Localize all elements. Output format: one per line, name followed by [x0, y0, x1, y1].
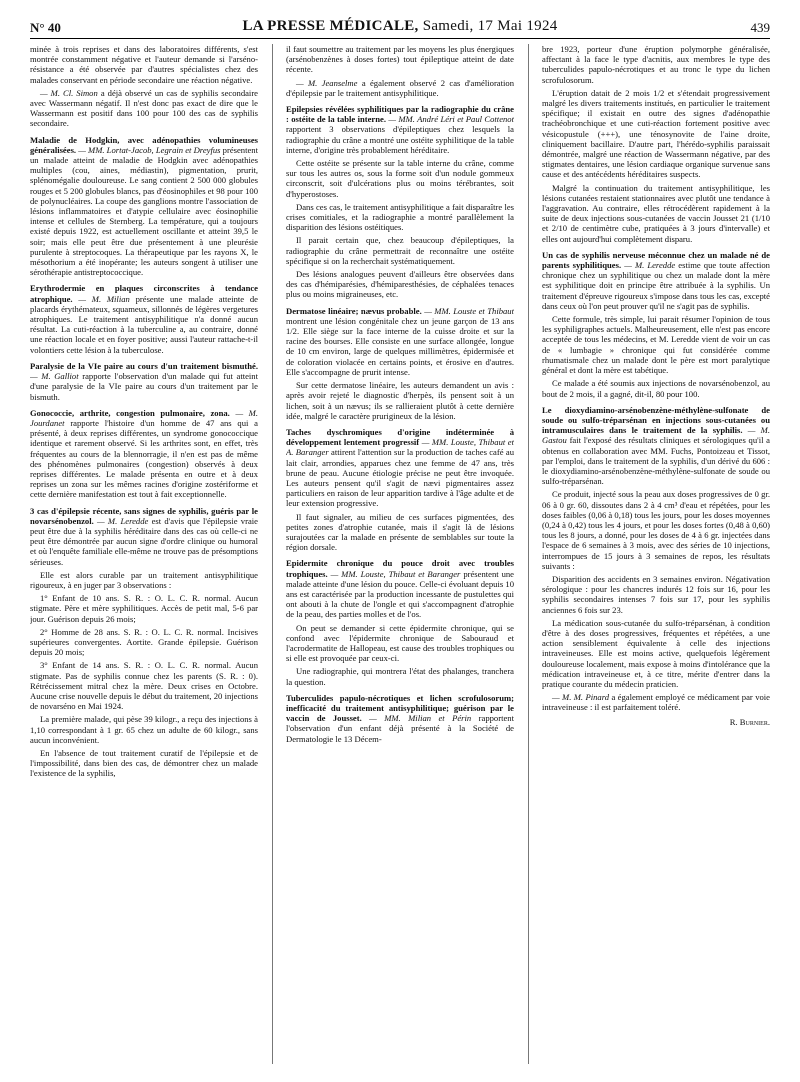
communication-title: Le dioxydiamino-arsénobenzène-méthylène-sulfonate de soude ou sulfo-tréparsénan en injections sous-cutanées ou intramusculaires dans le traitement de la syphilis. — [542, 404, 770, 436]
presenter-names: — MM. Lortat-Jacob, Legrain et Dreyfus — [78, 144, 221, 155]
paragraph-text: a déjà observé un cas de syphilis secondaire avec Wassermann négatif. Il n'est donc pas exact de dire que le Wassermann est positif dans 100 pour 100 des cas de syphilis secondaire. — [30, 87, 258, 129]
body-paragraph — [286, 269, 514, 300]
paragraph-text: 2° Homme de 28 ans. S. R. : O. L. C. R. normal. Incisives supérieures convergentes. Aortite. Grande épilepsie. Guérison depuis 20 mois; — [30, 626, 258, 658]
paragraph-text: Ce produit, injecté sous la peau aux doses progressives de 0 gr. 06 à 0 gr. 60, dissoutes dans 2 à 4 cm³ d'eau et répétées, pour les doses faibles (0,06 à 0,18) tous les jours, pour les doses moyennes (0,24 à 0,42) tous les 4 jours, et pour les doses fortes (0,48 à 0,60) tous les 8 jours, a donné, pour les doses de 4 à 6 gr. injectées dans l'espace de 6 semaines à 3 mois, avec des séries de 10 injections, interrompues de 15 jours à 3 semaines de repos, les résultats suivants : — [542, 489, 770, 571]
body-paragraph — [30, 660, 258, 711]
body-paragraph — [542, 489, 770, 571]
paragraph-text: minée à trois reprises et dans des laboratoires différents, s'est montrée constamment négative et l'auteur demande si l'arséno-résistance a été observée par d'autres spécialistes chez des malades conservant en période secondaire une réaction négative. — [30, 44, 258, 85]
paragraph-text: montrent une lésion congénitale chez un jeune garçon de 13 ans 1/2. Elle siège sur la face interne de la cuisse droite et sur la racine des bourses. Elle consiste en une surface allongée, longue de 10 cm environ, large de quelques millimètres, épidermisée et de coloration violacée en certains points, et érosive en d'autres. Elle s'accompagne de prurit intense. — [286, 315, 514, 377]
body-paragraph — [286, 78, 514, 98]
body-paragraph — [542, 692, 770, 712]
communication-paragraph — [286, 427, 514, 509]
paragraph-text: il faut soumettre au traitement par les moyens les plus énergiques (arsénobenzènes à doses fortes) tout épileptique atteint de date récente. — [286, 44, 514, 75]
body-paragraph — [542, 44, 770, 85]
communication-title: Erythrodermie en plaques circonscrites à tendance atrophique. — [30, 283, 258, 304]
text-column-1 — [30, 44, 258, 1064]
paragraph-text: Dans ces cas, le traitement antisyphilitique a fait disparaître les crises comitiales, et la radiographie a montré parallèlement la disparition des lésions ostéitiques. — [286, 201, 514, 233]
column-divider — [528, 44, 529, 1064]
body-paragraph — [30, 88, 258, 129]
paragraph-text: Sur cette dermatose linéaire, les auteurs demandent un avis : après avoir rejeté le diagnostic d'herpès, ils pensent soit à un lichen, soit à un nævus; ils se rallieraient plutôt à cette dernière idée, malgré le caractère prurigineux de la lésion. — [286, 380, 514, 421]
page-number-right: 439 — [750, 20, 770, 35]
communication-title: Paralysie de la VIe paire au cours d'un traitement bismuthé. — [30, 360, 258, 371]
paragraph-text: Cette ostéite se présente sur la table interne du crâne, comme sur tous les autres os, sous la forme soit d'un nodule gommeux circonscrit, soit d'ulcérations plus ou moins térébrantes, soit d'hyperostoses. — [286, 158, 514, 199]
paragraph-text: estime que toute affection chronique chez un syphilitique ou chez un malade dont la mère est syphilitique doit en principe être attribuée à la syphilis. Un traitement d'épreuve rigoureux s'impose dans tous les cas, excepté dans ceux où l'on peut prouver qu'il ne s'agit pas de syphilis. — [542, 260, 770, 311]
paragraph-text: a également observé 2 cas d'amélioration d'épilepsie par le traitement antisyphilitique. — [286, 77, 514, 98]
presenter-names: — MM. Louste, Thibaut et A. Baranger — [286, 437, 514, 458]
author-signature: R. Burnier. — [729, 716, 770, 727]
communication-title: Gonococcie, arthrite, congestion pulmonaire, zona. — [30, 407, 230, 418]
paragraph-text: rapporte l'histoire d'un homme de 47 ans qui a présenté, à deux reprises différentes, un syndrome gonococcique identique et rarement observé. Si les arthrites sont, en effet, très fréquentes au cours de la blennorragie, il n'en est pas de même des phénomènes pulmonaires (congestion) observés à deux reprises différentes. Le malade présenta en outre et à deux reprises un zona sur les mêmes racines d'origine zostériforme et cette dernière manifestation est tout à fait exceptionnelle. — [30, 417, 258, 500]
body-paragraph — [542, 314, 770, 375]
paragraph-text: Ce malade a été soumis aux injections de novarsénobenzol, au bout de 2 mois, il a gagné, dit-il, 80 pour 100. — [542, 378, 770, 399]
presenter-names: — M. Leredde — [97, 515, 149, 526]
body-paragraph — [286, 158, 514, 199]
journal-title: LA PRESSE MÉDICALE, — [242, 18, 419, 34]
body-paragraph — [542, 574, 770, 615]
paragraph-text: 1° Enfant de 10 ans. S. R. : O. L. C. R. normal. Aucun stigmate. Père et mère syphilitiques. Accès de petit mal, 5-6 par jour. Guérison depuis 26 mois; — [30, 593, 258, 624]
communication-title: 3 cas d'épilepsie récente, sans signes de syphilis, guéris par le novarsénobenzol. — [30, 505, 258, 526]
paragraph-text: fait l'exposé des résultats cliniques et sérologiques qu'il a obtenus en collaboration avec MM. Fuchs, Pontoizeau et Tissot, par l'emploi, dans le traitement de la syphilis, d'un dérivé du 606 : le dioxydiamino-arsénobenzène-méthylène-sulfonate de soude ou sulfo-tréparsénan. — [542, 435, 770, 487]
paragraph-text: L'éruption datait de 2 mois 1/2 et s'étendait progressivement malgré les divers traitements institués, en particulier le traitement spécifique; il existait en outre des signes d'adénopathie trachéobronchique et une cuti-réaction fortement positive avec vésicopustule (+++), une ténosynovite de l'aine droite, cliniquement bacillaire. D'autre part, l'hérédo-syphilis paraissait démontrée, malgré une réaction de Wassermann négative, par des stigmates dentaires, une lésion cardiaque organique survenue sans cause et des antécédents héréditaires suspects. — [542, 87, 770, 180]
body-paragraph — [542, 618, 770, 689]
body-paragraph — [286, 623, 514, 664]
body-paragraph — [286, 512, 514, 553]
paragraph-text: rapportent 3 observations d'épileptiques chez lesquels la radiographie du crâne a montré une ostéite syphilitique de la table interne, d'origine très probablement héréditaire. — [286, 124, 514, 155]
presenter-names: — MM. Louste et Thibaut — [424, 305, 514, 316]
presenter-names: — M. Milian — [78, 293, 130, 304]
paragraph-text: est d'avis que l'épilepsie vraie peut être due à la syphilis héréditaire dans des cas où celle-ci ne peut être démontrée par aucun signe d'ordre clinique ou humoral et où l'enquête familiale elle-même ne trouve pas de présomptions sérieuses. — [30, 515, 258, 567]
column-divider — [272, 44, 273, 1064]
body-paragraph — [542, 88, 770, 180]
presenter-names: — M. Cl. Simon — [40, 87, 98, 98]
body-paragraph — [30, 714, 258, 745]
paragraph-text: présentent une malade atteinte d'une lésion du pouce. Celle-ci évoluant depuis 10 ans est caractérisée par la production incessante de pustulettes qui ont abouti à la chute de l'ongle et qui s'accompagnent d'atrophie de la peau, des parties molles et de l'os. — [286, 568, 514, 620]
communication-paragraph — [286, 693, 514, 744]
presenter-names: — M. Jeanselme — [296, 77, 358, 88]
communication-title: Epidermite chronique du pouce droit avec troubles trophiques. — [286, 558, 514, 579]
communication-paragraph — [30, 283, 258, 354]
paragraph-text: Il faut signaler, au milieu de ces surfaces pigmentées, des petites zones d'atrophie cutanée, mais il s'agit là de lésions surajoutées car la malade en présente de semblables sur toute la région dorsale. — [286, 511, 514, 553]
paragraph-text: rapportent l'observation d'un enfant déjà présenté à la Société de Dermatologie le 13 Décem- — [286, 713, 514, 744]
body-paragraph — [286, 380, 514, 421]
presenter-names: — M. Jourdanet — [30, 407, 258, 428]
body-paragraph — [30, 748, 258, 779]
communication-paragraph — [30, 361, 258, 402]
communication-paragraph — [30, 408, 258, 500]
presenter-names: — M. Galliot — [30, 371, 79, 382]
body-paragraph — [30, 570, 258, 590]
communication-title: Un cas de syphilis nerveuse méconnue chez un malade né de parents syphilitiques. — [542, 249, 770, 271]
communication-paragraph — [542, 405, 770, 487]
paragraph-text: On peut se demander si cette épidermite chronique, qui se confond avec l'épidermite chronique de Sabouraud et l'acrodermatite de Hallopeau, est cause des troubles trophiques ou si elle est provoquée par ceux-ci. — [286, 622, 514, 664]
page-header — [30, 18, 770, 39]
communication-title: Epilepsies révélées syphilitiques par la radiographie du crâne : ostéite de la table interne. — [286, 104, 514, 125]
paragraph-text: La première malade, qui pèse 39 kilogr., a reçu des injections à 1,10 correspondant à 1 gr. 65 chez un adulte de 60 kilogr., sans aucun inconvénient. — [30, 714, 258, 745]
paragraph-text: bre 1923, porteur d'une éruption polymorphe généralisée, affectant à la face le type d'acnitis, aux membres le type des tuberculides papulo-nécrotiques et au tronc le type du lichen scrofulosorum. — [542, 44, 770, 85]
paragraph-text: présentent un malade atteint de maladie de Hodgkin avec adénopathies multiples (cou, aines, médiastin), pigmentation, prurit, splénomégalie douloureuse. Le sang contient 2 500 000 globules rouges et 5 200 globules blancs, pas d'éosinophiles et 98 pour 100 de polynucléaires. La coupe des ganglions montre l'association de lésions inflammatoires et d'atypie cellulaire avec éosinophilie intense et cellules de Sternberg. La température, qui a toujours existé depuis 1922, est actuellement oscillante et atteint 39,5 le soir; mais elle peut être due présentement à une pleurésie purulente à streptocoques. La thérapeutique par les rayons X, le mésothorium a été inopérante; les auteurs songent à utiliser une sérothérapie antistreptococcique. — [30, 144, 258, 278]
communication-title: Tuberculides papulo-nécrotiques et lichen scrofulosorum; inefficacité du traitement antisyphilitique; guérison par le vaccin de Jousset. — [286, 692, 514, 724]
paragraph-text: attirent l'attention sur la production de taches café au lait clair, arrondies, apparues chez une femme de 47 ans, très brune de peau. Aucune étiologie précise ne peut être invoquée. Les auteurs pensent qu'il s'agit de nævi pigmentaires assez particuliers en raison de leur apparition tardive à l'âge adulte et de leur extension progressive. — [286, 447, 514, 509]
body-paragraph — [286, 202, 514, 233]
communication-paragraph — [30, 135, 258, 278]
journal-masthead — [30, 18, 770, 35]
paragraph-text: La médication sous-cutanée du sulfo-tréparsénan, à condition d'être à des doses progressives, fréquentes et répétées, a une action sensiblement équivalente à celle des injections intraveineuses. Elle est moins active, quelquefois légèrement douloureuse localement, mais expose à moins d'intolérance que la médication intraveineuse et, à ce titre, mérite d'entrer dans la pratique courante du médecin praticien. — [542, 617, 770, 689]
presenter-names: — M. Gastou — [542, 425, 770, 446]
paragraph-text: rapporte l'observation d'un malade qui fut atteint d'une paralysie de la VIe paire au cours d'un traitement par le bismuth. — [30, 371, 258, 402]
body-paragraph — [542, 183, 770, 244]
communication-paragraph — [286, 104, 514, 155]
body-paragraph — [30, 44, 258, 85]
body-paragraph — [286, 235, 514, 266]
text-column-2 — [286, 44, 514, 1064]
paragraph-text: Des lésions analogues peuvent d'ailleurs être observées dans des cas d'hémiparésies, d'hémiparesthésies, de céphalées tenaces plus ou moins migraineuses, etc. — [286, 269, 514, 300]
paragraph-text: Malgré la continuation du traitement antisyphilitique, les lésions cutanées restaient stationnaires avec plutôt une tendance à l'aggravation. Au contraire, elles rétrocédèrent rapidement à la suite de deux injections sous-cutanées de vaccin Jousset 21 (1/10 et 2/10 de centimètre cube, pratiquées à 3 jours d'intervalle) et elles ont aujourd'hui complètement disparu. — [542, 182, 770, 244]
paragraph-text: Une radiographie, qui montrera l'état des phalanges, tranchera la question. — [286, 666, 514, 687]
communication-paragraph — [542, 250, 770, 311]
body-paragraph — [30, 627, 258, 658]
communication-title: Taches dyschromiques d'origine indéterminée à développement lentement progressif — [286, 426, 514, 448]
communication-paragraph — [286, 306, 514, 377]
paragraph-text: présente une malade atteinte de placards érythémateux, squameux, sillonnés de légères vergetures atrophiques. Le traitement antisyphilitique n'a donné aucun résultat. La cuti-réaction à la tuberculine a, au contraire, donné une réaction locale et en foyer positive; aussi l'auteur rattache-t-il volontiers cette lésion à la tuberculose. — [30, 293, 258, 355]
presenter-names: — M. Leredde — [624, 260, 676, 271]
presenter-names: — M. M. Pinard — [552, 692, 610, 703]
presenter-names: — MM. Milian et Périn — [369, 713, 472, 724]
paragraph-text: 3° Enfant de 14 ans. S. R. : O. L. C. R. normal. Aucun stigmate. Pas de syphilis connue chez les parents (S. R. : 0). Rétrécissement mitral chez la mère. Deux crises en Octobre. Aucune crise nouvelle depuis le début du traitement, 20 injections de novarséno en Mai 1924. — [30, 660, 258, 712]
communication-paragraph — [30, 506, 258, 567]
communication-paragraph — [286, 558, 514, 619]
paragraph-text: En l'absence de tout traitement curatif de l'épilepsie et de l'impossibilité, dans bien des cas, de démontrer chez un malade l'existence de la syphilis, — [30, 748, 258, 779]
body-paragraph — [542, 378, 770, 398]
paragraph-text: Il parait certain que, chez beaucoup d'épileptiques, la radiographie du crâne permettrait de reconnaître une ostéite spécifique si on la recherchait systématiquement. — [286, 235, 514, 266]
body-paragraph — [30, 593, 258, 624]
paragraph-text: a également employé ce médicament par voie intraveineuse : il est parfaitement toléré. — [542, 692, 770, 713]
issue-date: Samedi, 17 Mai 1924 — [422, 18, 558, 34]
communication-title: Maladie de Hodgkin, avec adénopathies volumineuses généralisées. — [30, 134, 258, 155]
body-paragraph — [286, 44, 514, 75]
communication-title: Dermatose linéaire; nævus probable. — [286, 305, 422, 316]
presenter-names: — MM. André Léri et Paul Cottenot — [388, 114, 514, 125]
text-column-3 — [542, 44, 770, 1064]
paragraph-text: Cette formule, très simple, lui parait résumer l'opinion de tous les syphiligraphes actuels. Malheureusement, elle n'est pas encore acceptée de tous les médecins, et M. Leredde vient de voir un cas de « lumbagie » chronique qui fut considérée comme rhumatismale chez un malade dont le père est mort paralytique général et dont la mère est tabétique. — [542, 314, 770, 376]
paragraph-text: Disparition des accidents en 3 semaines environ. Négativation sérologique : pour les chancres indurés 12 fois sur 16, pour les syphilis secondaires intenses 7 fois sur 17, pour les syphilis anciennes 6 fois sur 23. — [542, 573, 770, 615]
presenter-names: — MM. Louste, Thibaut et Baranger — [330, 568, 461, 579]
body-paragraph — [286, 666, 514, 686]
paragraph-text: Elle est alors curable par un traitement antisyphilitique rigoureux, à en juger par 3 observations : — [30, 569, 258, 590]
page-number-left: N° 40 — [30, 20, 61, 35]
